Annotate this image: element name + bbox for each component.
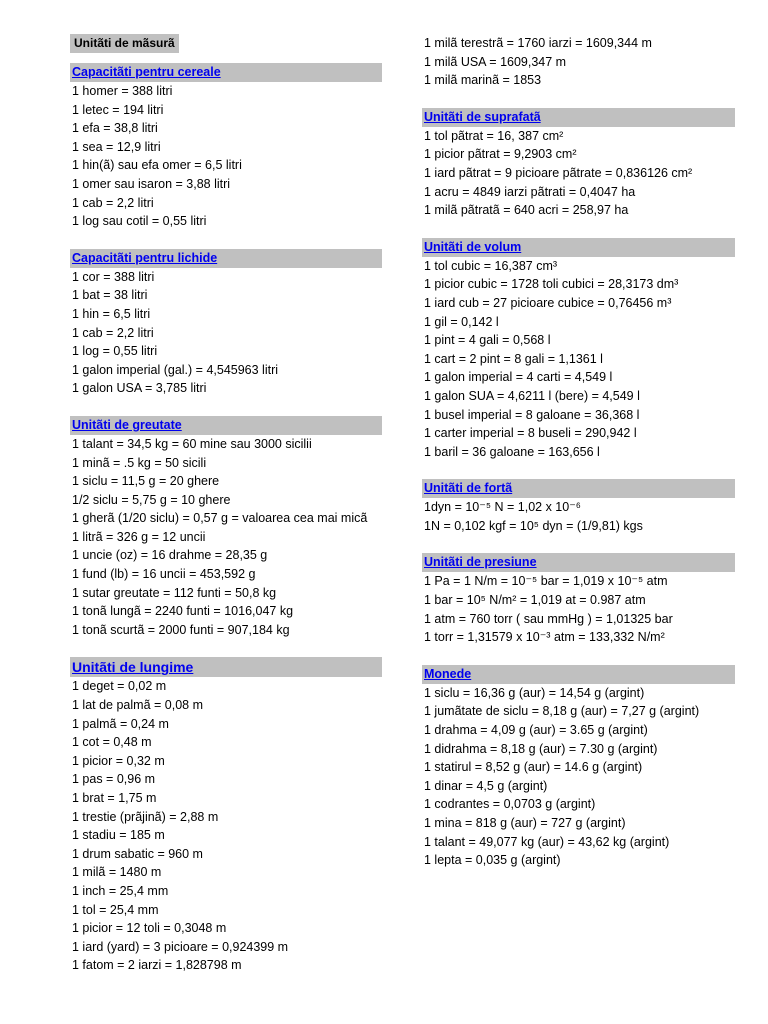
list-item: 1N = 0,102 kgf = 10⁵ dyn = (1/9,81) kgs: [424, 518, 643, 533]
list-item: 1 fatom = 2 iarzi = 1,828798 m: [72, 958, 242, 973]
section-heading-link[interactable]: Capacitãti pentru lichide: [72, 250, 218, 265]
list-item: 1 gil = 0,142 l: [424, 314, 499, 329]
list-item: 1 busel imperial = 8 galoane = 36,368 l: [424, 407, 640, 422]
list-item: 1 cart = 2 pint = 8 gali = 1,1361 l: [424, 351, 603, 366]
list-item: 1 cab = 2,2 litri: [72, 195, 154, 210]
list-item: 1 litrã = 326 g = 12 uncii: [72, 529, 206, 544]
list-item: 1/2 siclu = 5,75 g = 10 ghere: [72, 492, 231, 507]
list-item: 1 iard cub = 27 picioare cubice = 0,76456 m³: [424, 295, 672, 310]
section-heading-link[interactable]: Unitãti de volum: [424, 239, 522, 254]
list-item: 1 tol cubic = 16,387 cm³: [424, 258, 558, 273]
section-heading: [422, 553, 735, 572]
list-item: 1 pas = 0,96 m: [72, 772, 156, 787]
list-item: 1 bar = 10⁵ N/m² = 1,019 at = 0.987 atm: [424, 593, 646, 608]
section-heading-link[interactable]: Unitãti de suprafatã: [424, 109, 541, 124]
list-item: 1 carter imperial = 8 buseli = 290,942 l: [424, 426, 637, 441]
list-item: 1 gherã (1/20 siclu) = 0,57 g = valoarea cea mai micã: [72, 511, 368, 526]
list-item: 1 Pa = 1 N/m = 10⁻⁵ bar = 1,019 x 10⁻⁵ atm: [424, 574, 668, 589]
list-item: 1 milã = 1480 m: [72, 865, 162, 880]
list-item: 1 galon imperial = 4 carti = 4,549 l: [424, 370, 613, 385]
section-heading-link[interactable]: Capacitãti pentru cereale: [72, 65, 221, 79]
list-item: 1 talant = 49,077 kg (aur) = 43,62 kg (argint): [424, 834, 670, 849]
section-heading: [422, 108, 735, 127]
list-item: 1 tol = 25,4 mm: [72, 902, 159, 917]
list-item: 1 letec = 194 litri: [72, 102, 164, 117]
section-capacitati-pentru-cereale: [70, 63, 382, 231]
list-item: 1 sutar greutate = 112 funti = 50,8 kg: [72, 585, 277, 600]
list-item: 1 statirul = 8,52 g (aur) = 14.6 g (argint): [424, 760, 643, 775]
section-heading: [70, 249, 382, 268]
section-heading-link[interactable]: Unitãti de greutate: [72, 417, 182, 432]
list-item: 1 iard (yard) = 3 picioare = 0,924399 m: [72, 939, 289, 954]
list-item: 1 galon SUA = 4,6211 l (bere) = 4,549 l: [424, 388, 640, 403]
section-heading: [70, 63, 382, 82]
list-item: 1 atm = 760 torr ( sau mmHg ) = 1,01325 bar: [424, 611, 673, 626]
list-item: 1 homer = 388 litri: [72, 84, 173, 98]
list-item: 1 acru = 4849 iarzi pãtrati = 0,4047 ha: [424, 184, 636, 199]
list-item: 1 cot = 0,48 m: [72, 735, 152, 750]
list-item: 1 cab = 2,2 litri: [72, 325, 154, 340]
section-heading-link[interactable]: Monede: [424, 666, 472, 681]
list-item: 1 didrahma = 8,18 g (aur) = 7.30 g (argint): [424, 741, 658, 756]
list-item: 1 mina = 818 g (aur) = 727 g (argint): [424, 816, 626, 830]
list-item: 1 minã = .5 kg = 50 sicili: [72, 455, 207, 470]
section-heading: [422, 479, 735, 498]
list-item: 1 brat = 1,75 m: [72, 791, 157, 805]
section-heading-link[interactable]: Unitãti de presiune: [424, 555, 537, 570]
page-title: Unitãti de mãsurã: [70, 34, 179, 53]
section-heading-link[interactable]: Unitãti de fortã: [424, 481, 513, 496]
left-column: [70, 0, 382, 993]
section-unitati-de-volum: [422, 238, 735, 462]
list-item: 1 inch = 25,4 mm: [72, 883, 169, 898]
list-item: 1 deget = 0,02 m: [72, 679, 167, 694]
list-item: 1 talant = 34,5 kg = 60 mine sau 3000 sicilii: [72, 436, 312, 451]
section-unitati-de-forta: [422, 479, 735, 535]
list-item: 1 milã USA = 1609,347 m: [424, 54, 567, 69]
section-heading: [422, 238, 735, 257]
list-item: 1 cor = 388 litri: [72, 269, 155, 284]
list-item: 1 galon USA = 3,785 litri: [72, 381, 207, 396]
list-item: 1 stadiu = 185 m: [72, 828, 165, 843]
right-sections: [422, 108, 735, 870]
list-item: 1 torr = 1,31579 x 10⁻³ atm = 133,332 N/m²: [424, 630, 665, 645]
list-item: 1 hin(ã) sau efa omer = 6,5 litri: [72, 158, 242, 173]
list-item: 1 picior = 0,32 m: [72, 753, 165, 768]
list-item: 1 iard pãtrat = 9 picioare pãtrate = 0,836126 cm²: [424, 165, 693, 180]
section-unitati-de-greutate: [70, 416, 382, 640]
list-item: 1 codrantes = 0,0703 g (argint): [424, 797, 596, 812]
right-top-rows: [422, 0, 735, 90]
list-item: 1 pint = 4 gali = 0,568 l: [424, 333, 551, 348]
list-item: 1 galon imperial (gal.) = 4,545963 litri: [72, 362, 279, 377]
list-item: 1 siclu = 11,5 g = 20 ghere: [72, 474, 220, 489]
list-item: 1 milã marinã = 1853: [424, 73, 542, 88]
list-item: 1 drahma = 4,09 g (aur) = 3.65 g (argint): [424, 723, 648, 738]
section-heading: [70, 657, 382, 677]
section-heading: [70, 416, 382, 435]
list-item: 1 picior cubic = 1728 toli cubici = 28,3173 dm³: [424, 277, 679, 292]
right-column: [422, 0, 735, 888]
list-item: 1 baril = 36 galoane = 163,656 l: [424, 444, 600, 459]
list-item: 1 efa = 38,8 litri: [72, 121, 158, 136]
list-item: 1 lat de palmã = 0,08 m: [72, 698, 203, 713]
section-heading-link[interactable]: Unitãti de lungime: [72, 659, 194, 676]
list-item: 1 fund (lb) = 16 uncii = 453,592 g: [72, 567, 256, 582]
section-monede: [422, 665, 735, 870]
list-item: 1 log sau cotil = 0,55 litri: [72, 214, 207, 229]
list-item: 1 log = 0,55 litri: [72, 344, 158, 359]
list-item: 1 uncie (oz) = 16 drahme = 28,35 g: [72, 548, 268, 563]
list-item: 1 tonã lungã = 2240 funti = 1016,047 kg: [72, 604, 294, 619]
section-unitati-de-presiune: [422, 553, 735, 646]
list-item: 1 hin = 6,5 litri: [72, 306, 151, 321]
list-item: 1 palmã = 0,24 m: [72, 716, 169, 731]
list-item: 1 omer sau isaron = 3,88 litri: [72, 176, 231, 191]
list-item: 1 lepta = 0,035 g (argint): [424, 853, 561, 868]
section-heading: [422, 665, 735, 684]
section-unitati-de-lungime: [70, 657, 382, 975]
list-item: 1 jumãtate de siclu = 8,18 g (aur) = 7,27 g (argint): [424, 704, 700, 719]
list-item: 1 picior pãtrat = 9,2903 cm²: [424, 147, 577, 162]
list-item: 1 tonã scurtã = 2000 funti = 907,184 kg: [72, 622, 290, 637]
list-item: 1 dinar = 4,5 g (argint): [424, 778, 548, 793]
section-capacitati-pentru-lichide: [70, 249, 382, 398]
title-row: [70, 34, 382, 54]
list-item: 1 trestie (prãjinã) = 2,88 m: [72, 809, 219, 824]
list-item: 1 drum sabatic = 960 m: [72, 846, 203, 861]
list-item: 1 siclu = 16,36 g (aur) = 14,54 g (argint): [424, 685, 645, 700]
left-sections: [70, 63, 382, 975]
list-item: 1dyn = 10⁻⁵ N = 1,02 x 10⁻⁶: [424, 500, 581, 515]
list-item: 1 picior = 12 toli = 0,3048 m: [72, 921, 227, 936]
section-unitati-de-suprafata: [422, 108, 735, 220]
list-item: 1 tol pãtrat = 16, 387 cm²: [424, 128, 564, 143]
list-item: 1 sea = 12,9 litri: [72, 139, 161, 154]
list-item: 1 milã pãtratã = 640 acri = 258,97 ha: [424, 203, 629, 218]
list-item: 1 bat = 38 litri: [72, 288, 148, 303]
list-item: 1 milã terestrã = 1760 iarzi = 1609,344 m: [424, 36, 652, 50]
